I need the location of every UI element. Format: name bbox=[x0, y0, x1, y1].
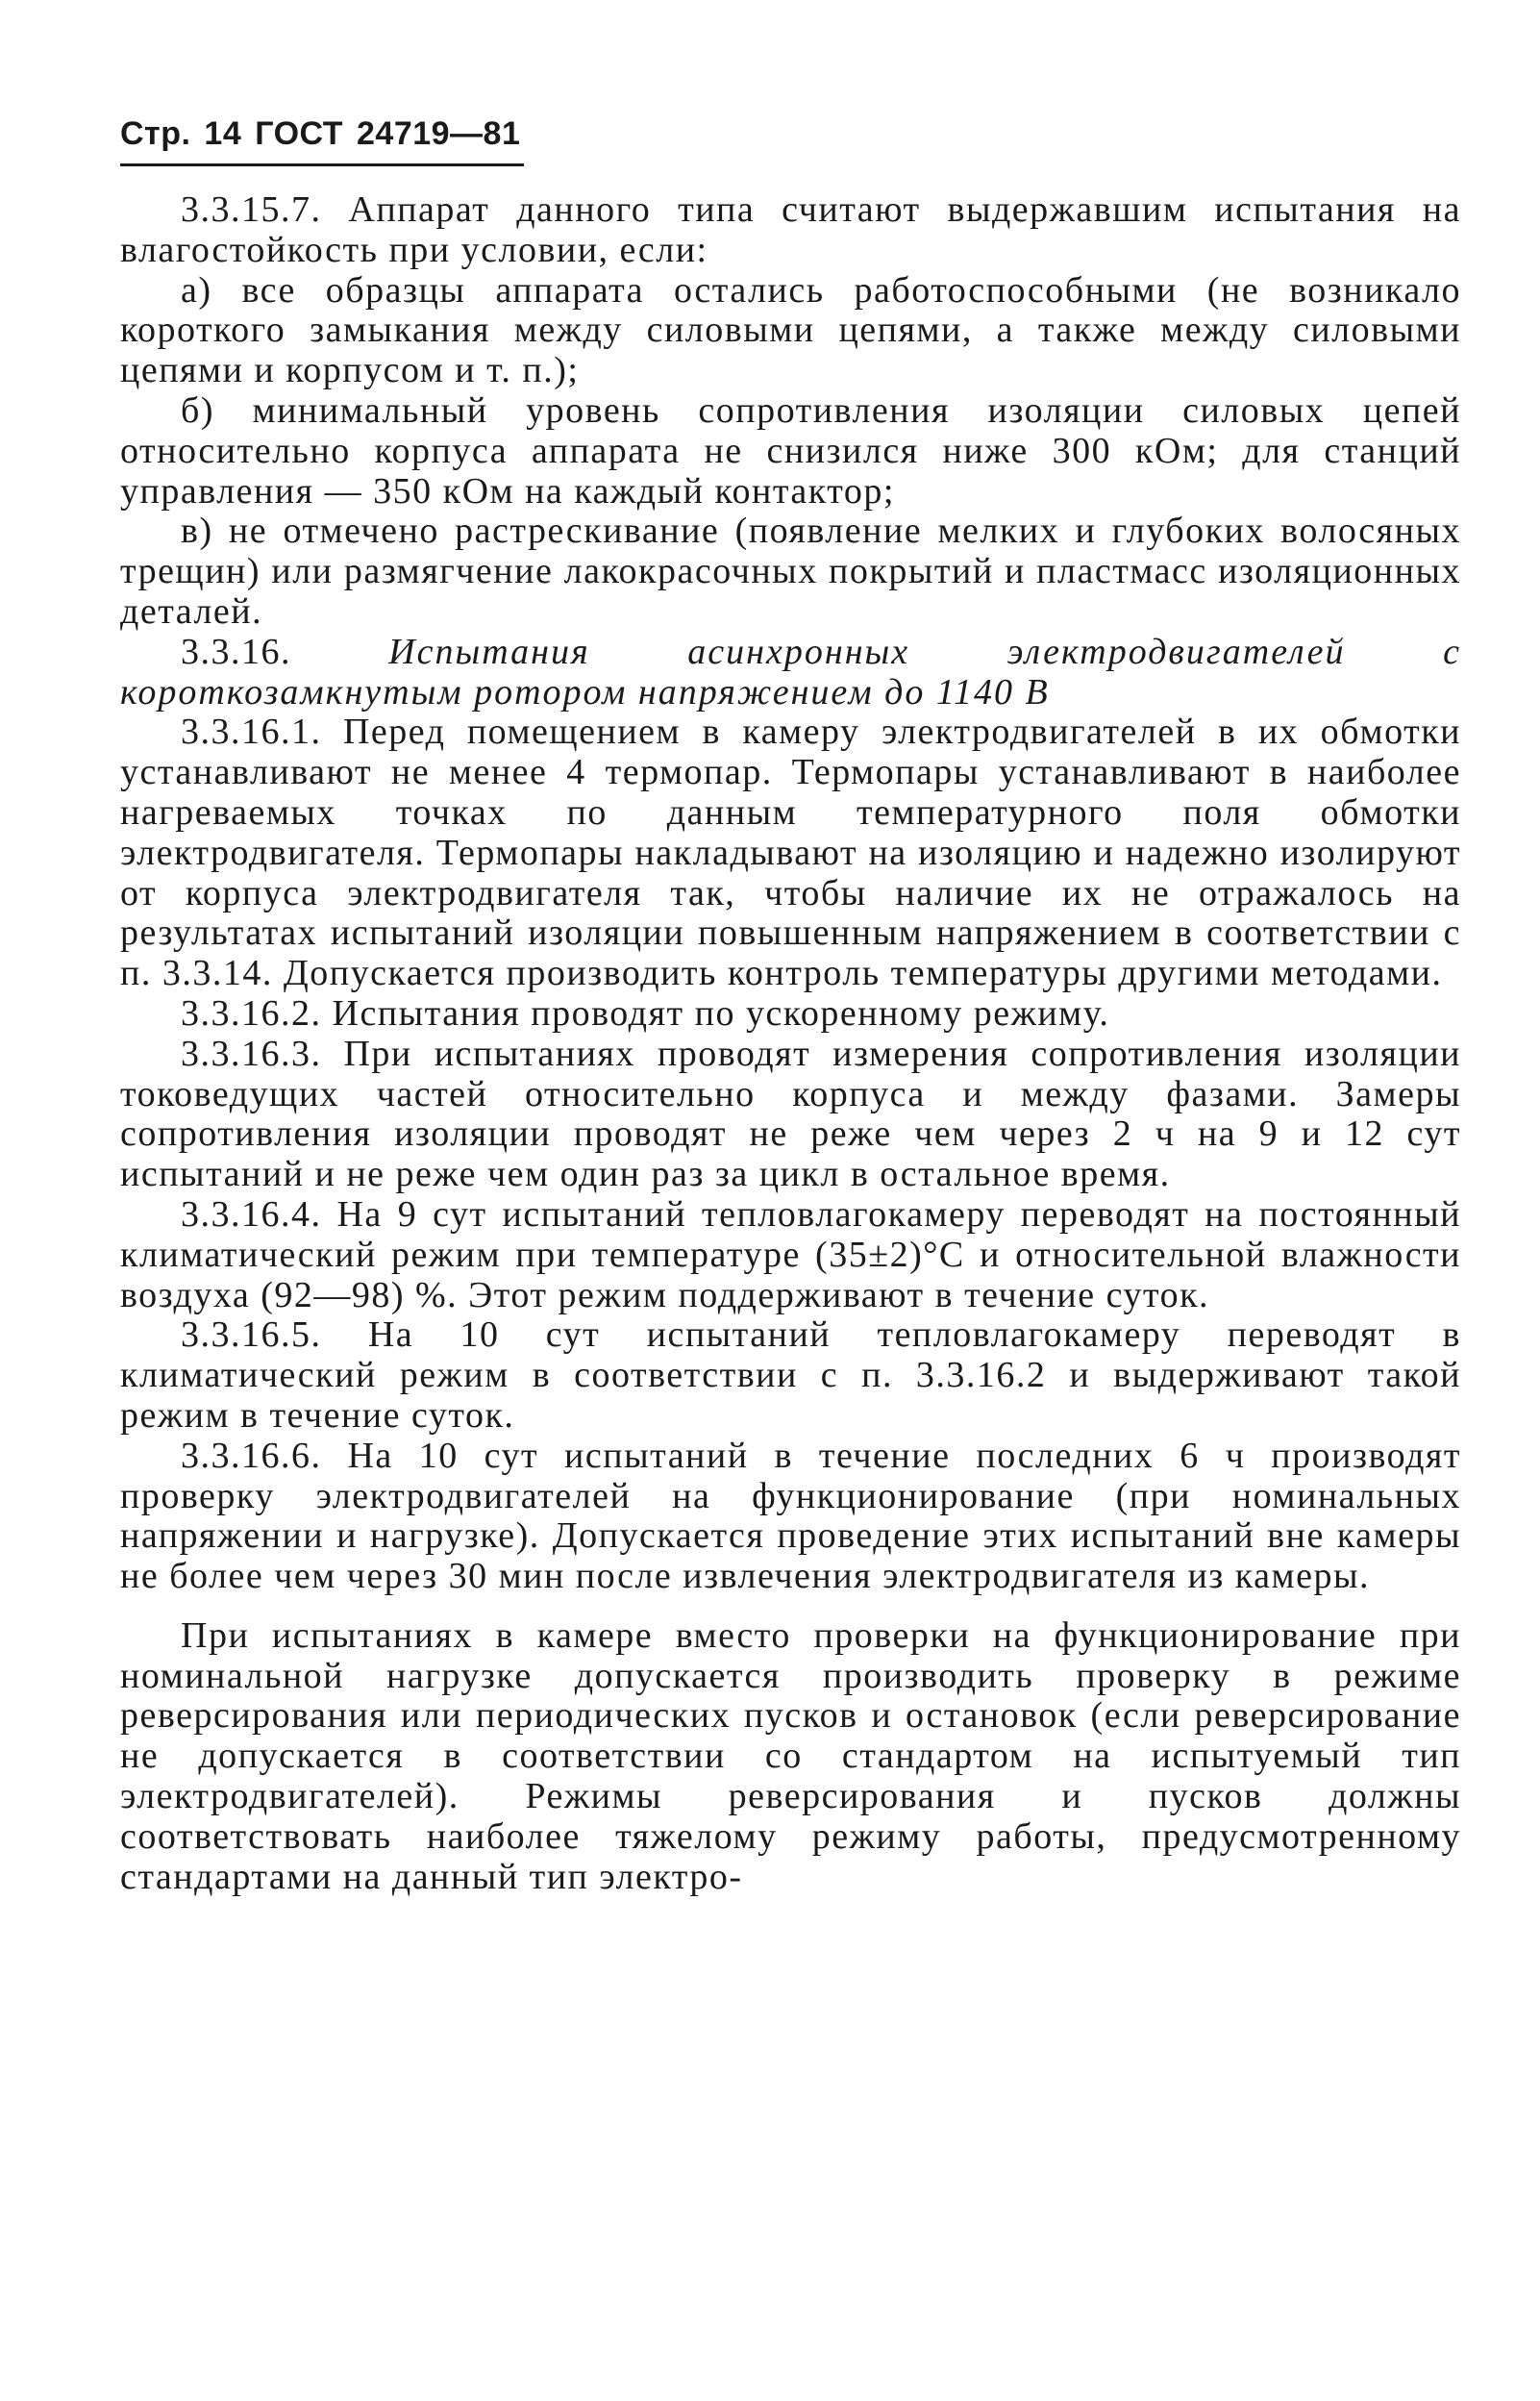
document-body bbox=[120, 190, 1461, 1897]
paragraph-3-3-16-6: 3.3.16.6. На 10 сут испытаний в течение последних 6 ч производят проверку электродвигателей на функционирование (при номинальных напряжении и нагрузке). Допускается проведение этих испытаний вне камеры не более чем через 30 мин после извлечения электродвигателя из камеры. bbox=[120, 1435, 1461, 1597]
paragraph-continuation: При испытаниях в камере вместо проверки на функционирование при номинальной нагрузке допускается производить проверку в режиме реверсирования или периодических пусков и остановок (если реверсирование не допускается в соответствии со стандартом на испытуемый тип электродвигателей). Режимы реверсирования и пусков должны соответствовать наиболее тяжелому режиму работы, предусмотренному стандартами на данный тип электро- bbox=[120, 1614, 1461, 1897]
standard-label: ГОСТ bbox=[255, 115, 343, 152]
paragraph-item-b: б) минимальный уровень сопротивления изоляции силовых цепей относительно корпуса аппарата не снизился ниже 300 кОм; для станций управления — 350 кОм на каждый контактор; bbox=[120, 389, 1461, 512]
paragraph-3-3-16-3: 3.3.16.3. При испытаниях проводят измерения сопротивления изоляции токоведущих частей относительно корпуса и между фазами. Замеры сопротивления изоляции проводят не реже чем через 2 ч на 9 и 12 сут испытаний и не реже чем один раз за цикл в остальное время. bbox=[120, 1033, 1461, 1195]
page-number: 14 bbox=[204, 115, 242, 152]
section-heading-3-3-16 bbox=[120, 633, 1461, 713]
page-header bbox=[120, 115, 524, 153]
paragraph-item-a: а) все образцы аппарата остались работоспособными (не возникало короткого замыкания между силовыми цепями, а также между силовыми цепями и корпусом и т. п.); bbox=[120, 269, 1461, 391]
paragraph-3-3-15-7: 3.3.15.7. Аппарат данного типа считают выдержавшим испытания на влагостойкость при условии, если: bbox=[120, 189, 1461, 270]
paragraph-3-3-16-4: 3.3.16.4. На 9 сут испытаний тепловлагокамеру переводят на постоянный климатический режим при температуре (35±2)°С и относительной влажности воздуха (92—98) %. Этот режим поддерживают в течение суток. bbox=[120, 1193, 1461, 1315]
section-number: 3.3.16. bbox=[181, 631, 291, 672]
paragraph-3-3-16-5: 3.3.16.5. На 10 сут испытаний тепловлагокамеру переводят в климатический режим в соответствии с п. 3.3.16.2 и выдерживают такой режим в течение суток. bbox=[120, 1314, 1461, 1436]
paragraph-item-v: в) не отмечено растрескивание (появление мелких и глубоких волосяных трещин) или размягчение лакокрасочных покрытий и пластмасс изоляционных деталей. bbox=[120, 511, 1461, 632]
page-label: Стр. bbox=[120, 115, 191, 152]
paragraph-3-3-16-2: 3.3.16.2. Испытания проводят по ускоренному режиму. bbox=[181, 992, 1110, 1034]
header-rule bbox=[120, 163, 524, 166]
paragraph-3-3-16-1: 3.3.16.1. Перед помещением в камеру электродвигателей в их обмотки устанавливают не менее 4 термопар. Термопары устанавливают в наиболее нагреваемых точках по данным температурного поля обмотки электродвигателя. Термопары накладывают на изоляцию и надежно изолируют от корпуса электродвигателя так, чтобы наличие их не отражалось на результатах испытаний изоляции повышенным напряжением в соответствии с п. 3.3.14. Допускается производить контроль температуры другими методами. bbox=[120, 712, 1461, 994]
standard-number: 24719—81 bbox=[357, 115, 521, 152]
section-title: Испытания асинхронных электродвигателей с короткозамкнутым ротором напряжением до 1140 В bbox=[120, 631, 1462, 713]
